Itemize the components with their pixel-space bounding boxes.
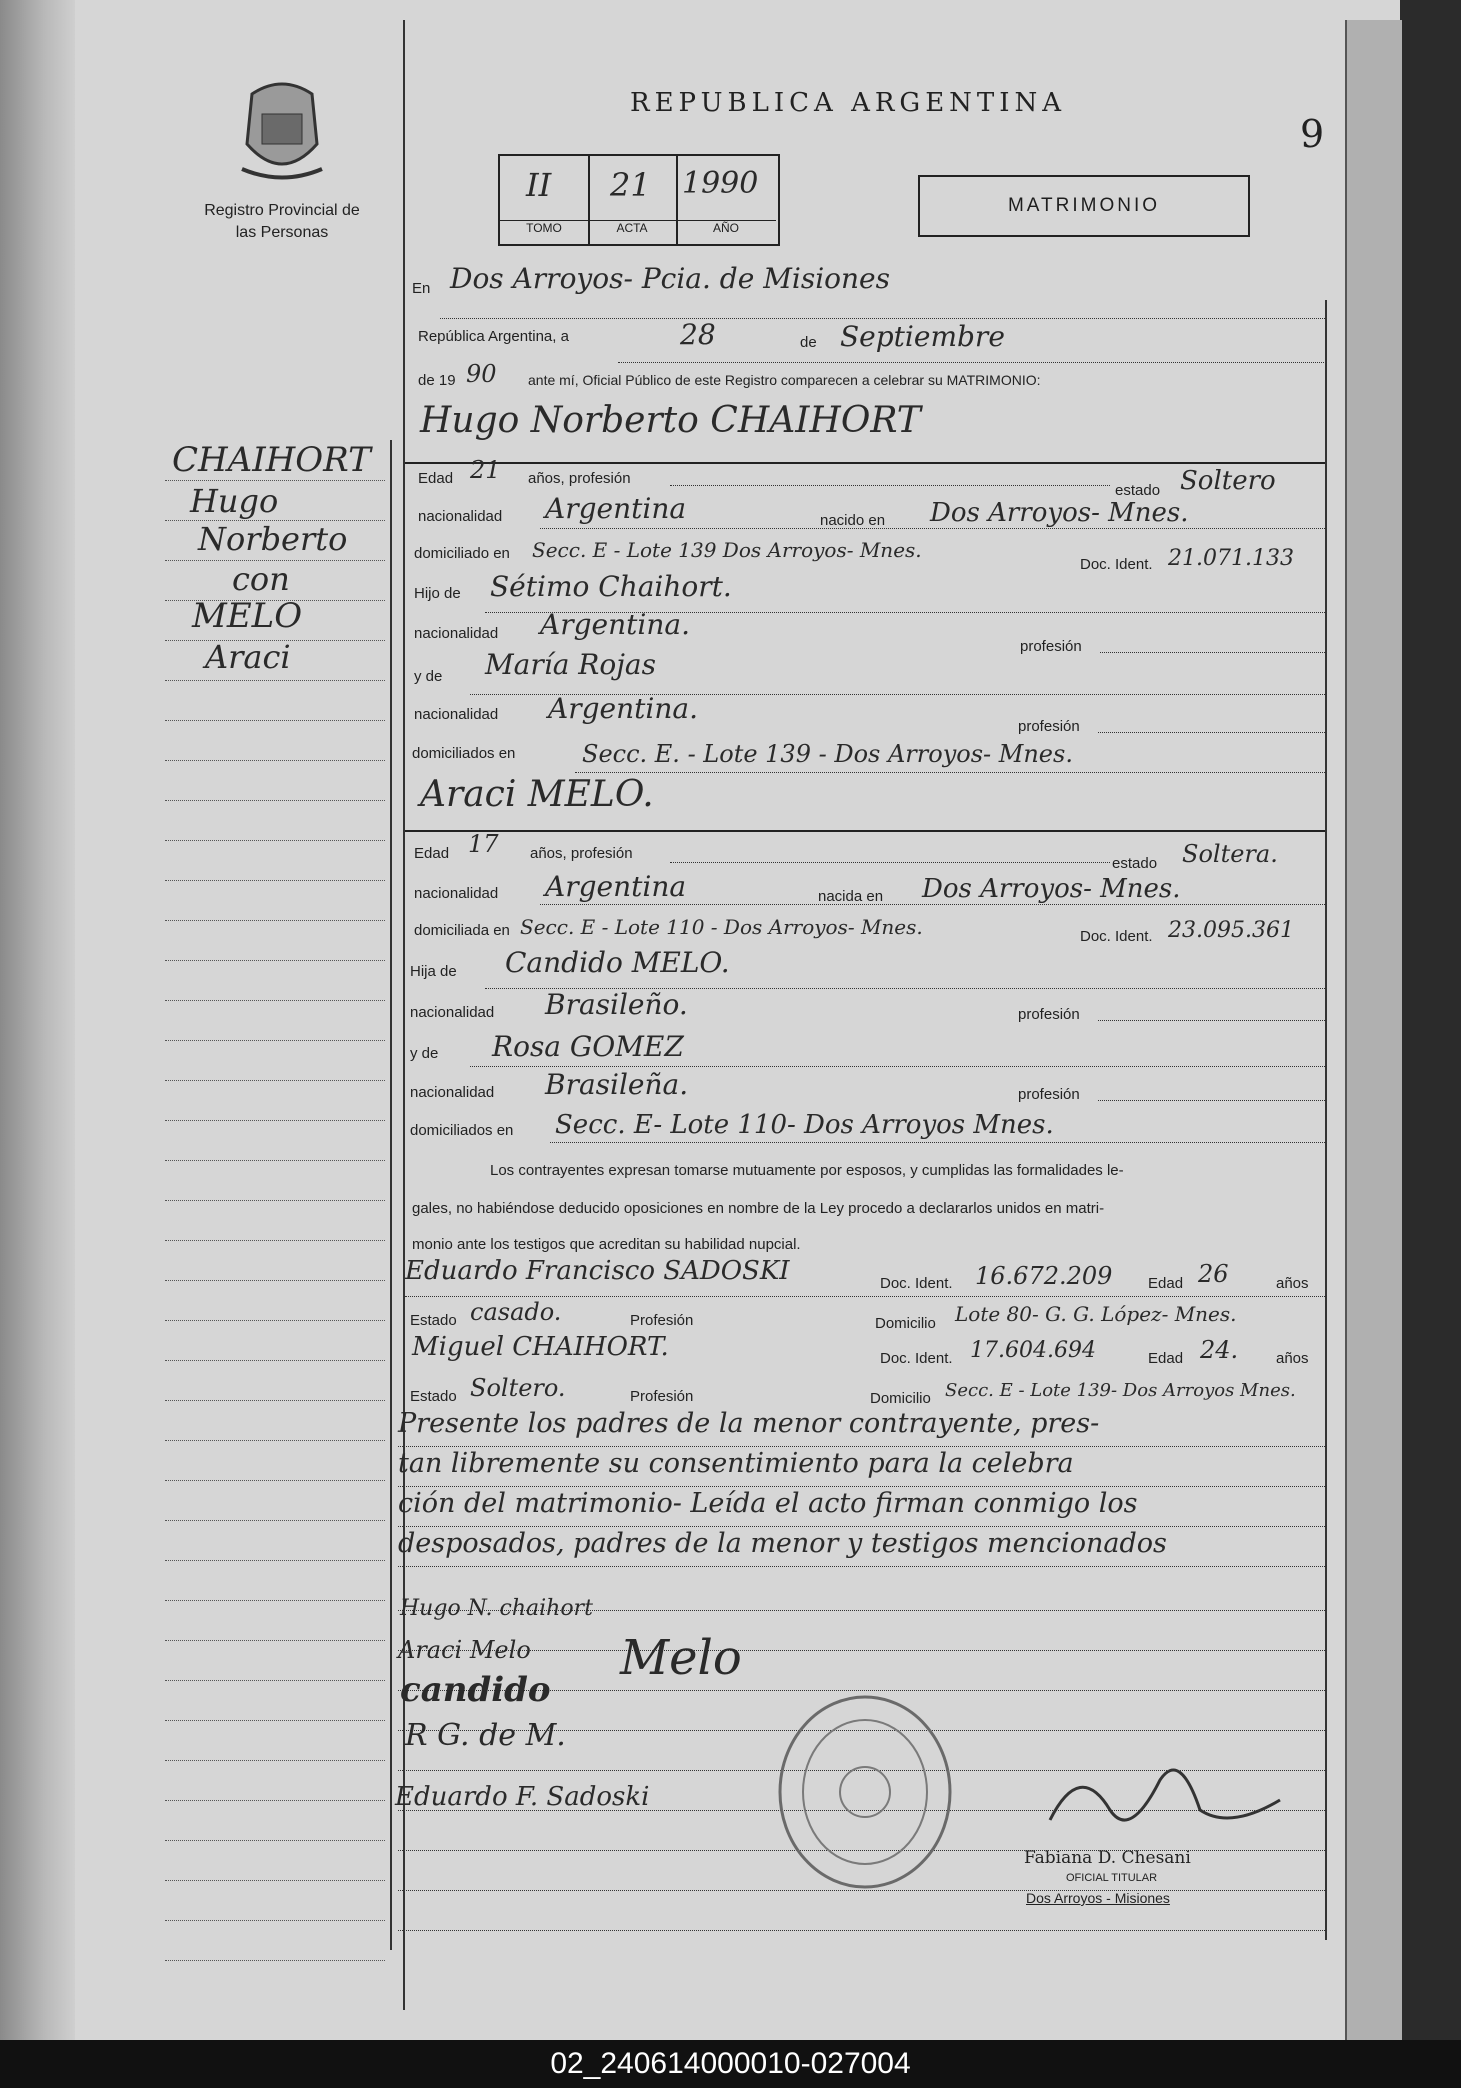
margin-name1: Hugo xyxy=(190,482,279,520)
groom-edad-label: Edad xyxy=(418,470,454,487)
groom-mother-prof-label: profesión xyxy=(1018,718,1080,735)
coat-of-arms-icon xyxy=(232,74,332,186)
notes-line2: tan libremente su consentimiento para la celebra xyxy=(398,1448,1074,1479)
groom-doc: 21.071.133 xyxy=(1168,546,1294,571)
witness1-estado: casado. xyxy=(470,1298,562,1326)
bride-father-nat-label: nacionalidad xyxy=(410,1004,495,1021)
witness2-prof-label: Profesión xyxy=(630,1388,694,1405)
witness2-name: Miguel CHAIHORT. xyxy=(412,1332,669,1362)
bride-anos-prof: años, profesión xyxy=(530,845,633,862)
witness2-edad-label: Edad xyxy=(1148,1350,1184,1367)
bride-hija-label: Hija de xyxy=(410,963,457,980)
notes-line3: ción del matrimonio- Leída el acto firman conmigo los xyxy=(398,1488,1138,1519)
bride-full-name: Araci MELO. xyxy=(420,774,654,815)
year-prefix: de 19 xyxy=(418,372,456,389)
bride-domicile: Secc. E - Lote 110 - Dos Arroyos- Mnes. xyxy=(520,915,923,939)
bride-age: 17 xyxy=(468,830,499,858)
page-edge xyxy=(1345,20,1402,2040)
witness1-name: Eduardo Francisco SADOSKI xyxy=(405,1256,790,1286)
witness2-estado-label: Estado xyxy=(410,1388,457,1405)
notes-line4: desposados, padres de la menor y testigos mencionados xyxy=(398,1528,1167,1559)
bride-nac-label: nacionalidad xyxy=(414,885,499,902)
intro-statement: ante mí, Oficial Público de este Registro comparecen a celebrar su MATRIMONIO: xyxy=(528,372,1041,388)
groom-nacido-label: nacido en xyxy=(820,512,886,529)
witness1-estado-label: Estado xyxy=(410,1312,457,1329)
de-label: de xyxy=(800,334,817,351)
day-value: 28 xyxy=(680,318,716,351)
groom-father-nat: Argentina. xyxy=(540,608,690,641)
bride-nacida-label: nacida en xyxy=(818,888,884,905)
bride-father: Candido MELO. xyxy=(505,946,730,979)
groom-father: Sétimo Chaihort. xyxy=(490,570,732,603)
bride-dom-label: domiciliada en xyxy=(414,922,510,939)
ano-label: AÑO xyxy=(676,220,776,235)
declaration-line1: Los contrayentes expresan tomarse mutuamente por esposos, y cumplidas las formalidades le- xyxy=(490,1162,1124,1179)
registry-name: Registro Provincial de las Personas xyxy=(204,202,360,241)
declaration-line3: monio ante los testigos que acreditan su habilidad nupcial. xyxy=(412,1236,801,1253)
signature-5: Eduardo F. Sadoski xyxy=(395,1782,650,1812)
bride-mother-nat-label: nacionalidad xyxy=(410,1084,495,1101)
groom-hijo-label: Hijo de xyxy=(414,585,461,602)
witness1-doc: 16.672.209 xyxy=(975,1262,1113,1290)
official-title: OFICIAL TITULAR xyxy=(1066,1872,1158,1884)
groom-doms-label: domiciliados en xyxy=(412,745,516,762)
groom-dom-label: domiciliado en xyxy=(414,545,510,562)
notes-line1: Presente los padres de la menor contrayente, pres- xyxy=(398,1408,1100,1439)
groom-nac-label: nacionalidad xyxy=(418,508,503,525)
groom-mother: María Rojas xyxy=(485,648,656,681)
acta-label: ACTA xyxy=(588,220,676,235)
tomo-value: II xyxy=(526,166,552,204)
record-number-box xyxy=(498,154,780,246)
witness1-anos-label: años xyxy=(1276,1275,1309,1292)
groom-doc-label: Doc. Ident. xyxy=(1080,556,1153,573)
bride-edad-label: Edad xyxy=(414,845,450,862)
bride-estado: Soltera. xyxy=(1182,840,1278,868)
country-title: REPUBLICA ARGENTINA xyxy=(630,88,1067,118)
official-place: Dos Arroyos - Misiones xyxy=(1026,1890,1170,1906)
groom-age: 21 xyxy=(470,456,501,484)
signature-1: Hugo N. chaihort xyxy=(400,1596,593,1621)
groom-estado: Soltero xyxy=(1180,466,1276,496)
act-type-box xyxy=(918,175,1250,237)
witness2-anos-label: años xyxy=(1276,1350,1309,1367)
en-label: En xyxy=(412,280,431,297)
page-number: 9 xyxy=(1300,112,1325,156)
column-divider xyxy=(403,20,405,2010)
margin-surname2: MELO xyxy=(192,596,303,636)
republica-label: República Argentina, a xyxy=(418,328,569,345)
groom-parents-domicile: Secc. E. - Lote 139 - Dos Arroyos- Mnes. xyxy=(582,740,1073,768)
margin-divider xyxy=(390,440,392,1950)
act-type-label: MATRIMONIO xyxy=(1007,195,1161,216)
groom-mother-nat: Argentina. xyxy=(548,692,698,725)
month-value: Septiembre xyxy=(840,320,1005,353)
declaration-line2: gales, no habiéndose deducido oposiciones en nombre de la Ley procedo a declararlos unidos en matri- xyxy=(412,1200,1105,1217)
bride-estado-label: estado xyxy=(1112,855,1158,872)
witness1-age: 26 xyxy=(1198,1260,1229,1288)
witness2-doc: 17.604.694 xyxy=(970,1338,1096,1363)
official-signature-icon xyxy=(1040,1740,1290,1850)
groom-yde-label: y de xyxy=(414,668,443,685)
groom-full-name: Hugo Norberto CHAIHORT xyxy=(420,400,921,441)
bride-doc-label: Doc. Ident. xyxy=(1080,928,1153,945)
groom-domicile: Secc. E - Lote 139 Dos Arroyos- Mnes. xyxy=(532,538,922,562)
ano-value: 1990 xyxy=(682,166,759,201)
margin-conj: con xyxy=(232,560,290,598)
acta-cell xyxy=(588,156,678,244)
margin-name3: Araci xyxy=(205,638,291,676)
acta-value: 21 xyxy=(610,166,651,204)
signature-2: Araci Melo xyxy=(398,1636,531,1664)
official-seal-icon xyxy=(775,1692,955,1892)
witness1-doc-label: Doc. Ident. xyxy=(880,1275,953,1292)
groom-nationality: Argentina xyxy=(545,492,687,525)
signature-6: Melo xyxy=(620,1630,742,1686)
place-value: Dos Arroyos- Pcia. de Misiones xyxy=(450,262,890,295)
witness2-age: 24. xyxy=(1200,1336,1239,1364)
right-divider xyxy=(1325,300,1327,1940)
footer-id-bar: 02_240614000010-027004 xyxy=(0,2040,1461,2088)
bride-doc: 23.095.361 xyxy=(1168,918,1294,943)
margin-name2: Norberto xyxy=(198,520,348,558)
witness2-estado: Soltero. xyxy=(470,1374,566,1402)
tomo-cell xyxy=(500,156,590,244)
groom-anos-prof: años, profesión xyxy=(528,470,631,487)
bride-mother-prof-label: profesión xyxy=(1018,1086,1080,1103)
bride-nationality: Argentina xyxy=(545,870,687,903)
groom-father-nat-label: nacionalidad xyxy=(414,625,499,642)
bride-mother-nat: Brasileña. xyxy=(545,1068,689,1101)
bride-father-prof-label: profesión xyxy=(1018,1006,1080,1023)
book-spine xyxy=(0,0,75,2040)
witness1-domicile: Lote 80- G. G. López- Mnes. xyxy=(955,1302,1237,1326)
bride-birthplace: Dos Arroyos- Mnes. xyxy=(922,874,1181,904)
witness2-domicile: Secc. E - Lote 139- Dos Arroyos Mnes. xyxy=(945,1380,1296,1401)
witness1-dom-label: Domicilio xyxy=(875,1315,936,1332)
signature-3: candido xyxy=(400,1670,551,1710)
witness1-edad-label: Edad xyxy=(1148,1275,1184,1292)
groom-mother-nat-label: nacionalidad xyxy=(414,706,499,723)
groom-estado-label: estado xyxy=(1115,482,1161,499)
groom-birthplace: Dos Arroyos- Mnes. xyxy=(930,498,1189,528)
witness2-dom-label: Domicilio xyxy=(870,1390,931,1407)
bride-yde-label: y de xyxy=(410,1045,439,1062)
witness2-doc-label: Doc. Ident. xyxy=(880,1350,953,1367)
official-name: Fabiana D. Chesani xyxy=(1024,1848,1191,1868)
bride-father-nat: Brasileño. xyxy=(545,988,688,1021)
bride-parents-domicile: Secc. E- Lote 110- Dos Arroyos Mnes. xyxy=(555,1110,1054,1140)
groom-father-prof-label: profesión xyxy=(1020,638,1082,655)
bride-mother: Rosa GOMEZ xyxy=(492,1030,684,1063)
year-suffix: 90 xyxy=(466,360,497,388)
margin-surname: CHAIHORT xyxy=(172,440,371,480)
bride-doms-label: domiciliados en xyxy=(410,1122,514,1139)
witness1-prof-label: Profesión xyxy=(630,1312,694,1329)
signature-4: R G. de M. xyxy=(405,1718,566,1753)
tomo-label: TOMO xyxy=(500,220,588,235)
ano-cell xyxy=(676,156,776,244)
